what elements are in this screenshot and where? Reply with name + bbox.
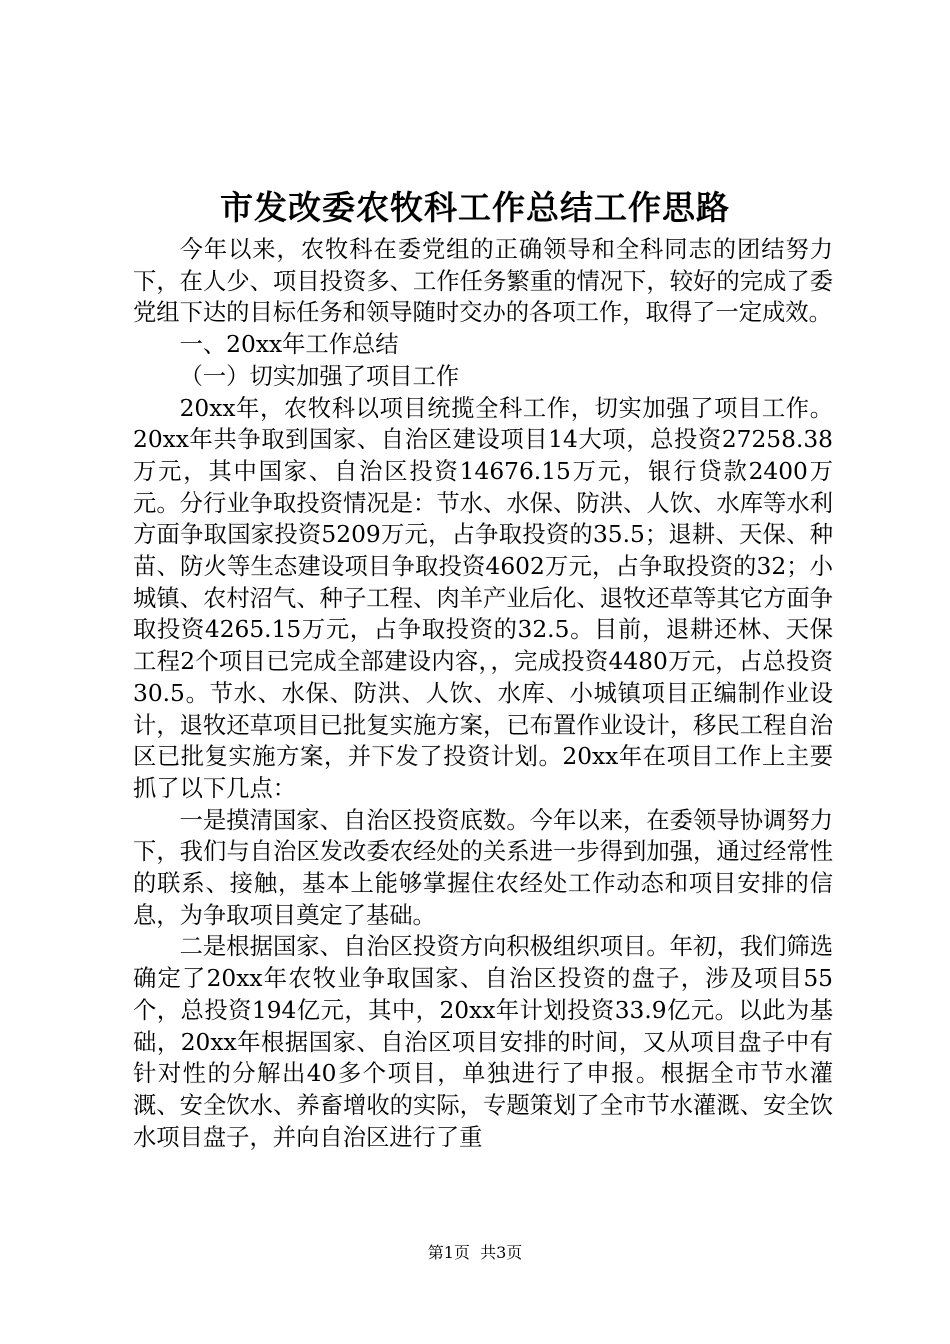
paragraph-intro: 今年以来，农牧科在委党组的正确领导和全科同志的团结努力下，在人少、项目投资多、工作任务繁重的情况下，较好的完成了委党组下达的目标任务和领导随时交办的各项工作，取得了一定成效。 xyxy=(133,236,833,327)
document-title: 市发改委农牧科工作总结工作思路 xyxy=(220,188,730,227)
paragraph-project-summary: 20xx年，农牧科以项目统揽全科工作，切实加强了项目工作。20xx年共争取到国家、自治区建设项目14大项，总投资27258.38万元，其中国家、自治区投资14676.15万元，银行贷款2400万元。分行业争取投资情况是：节水、水保、防洪、人饮、水库等水利方面争取国家投资5209万元，占争取投资的35.5；退耕、天保、种苗、防火等生态建设项目争取投资4602万元，占争取投资的32；小城镇、农村沼气、种子工程、肉羊产业后化、退牧还草等其它方面争取投资4265.15万元，占争取投资的32.5。目前，退耕还林、天保工程2个项目已完成全部建设内容，，完成投资4480万元，占总投资30.5。节水、水保、防洪、人饮、水库、小城镇项目正编制作业设计，退牧还草项目已批复实施方案，已布置作业设计，移民工程自治区已批复实施方案，并下发了投资计划。20xx年在项目工作上主要抓了以下几点： xyxy=(133,394,833,802)
document-body xyxy=(133,234,833,1153)
paragraph-point-1: 一是摸清国家、自治区投资底数。今年以来，在委领导协调努力下，我们与自治区发改委农经处的关系进一步得到加强，通过经常性的联系、接触，基本上能够掌握住农经处工作动态和项目安排的信息，为争取项目奠定了基础。 xyxy=(133,806,833,929)
page-footer xyxy=(0,1243,950,1263)
page-total: 共3页 xyxy=(480,1243,523,1262)
paragraph-point-2: 二是根据国家、自治区投资方向积极组织项目。年初，我们筛选确定了20xx年农牧业争取国家、自治区投资的盘子，涉及项目55个，总投资194亿元，其中，20xx年计划投资33.9亿元。以此为基础，20xx年根据国家、自治区项目安排的时间，又从项目盘子中有针对性的分解出40多个项目，单独进行了申报。根据全市节水灌溉、安全饮水、养畜增收的实际，专题策划了全市节水灌溉、安全饮水项目盘子，并向自治区进行了重 xyxy=(133,933,833,1151)
heading-subsection-1: （一）切实加强了项目工作 xyxy=(179,362,460,390)
heading-section-1: 一、20xx年工作总结 xyxy=(179,331,399,359)
page-number: 第1页 xyxy=(427,1243,470,1262)
